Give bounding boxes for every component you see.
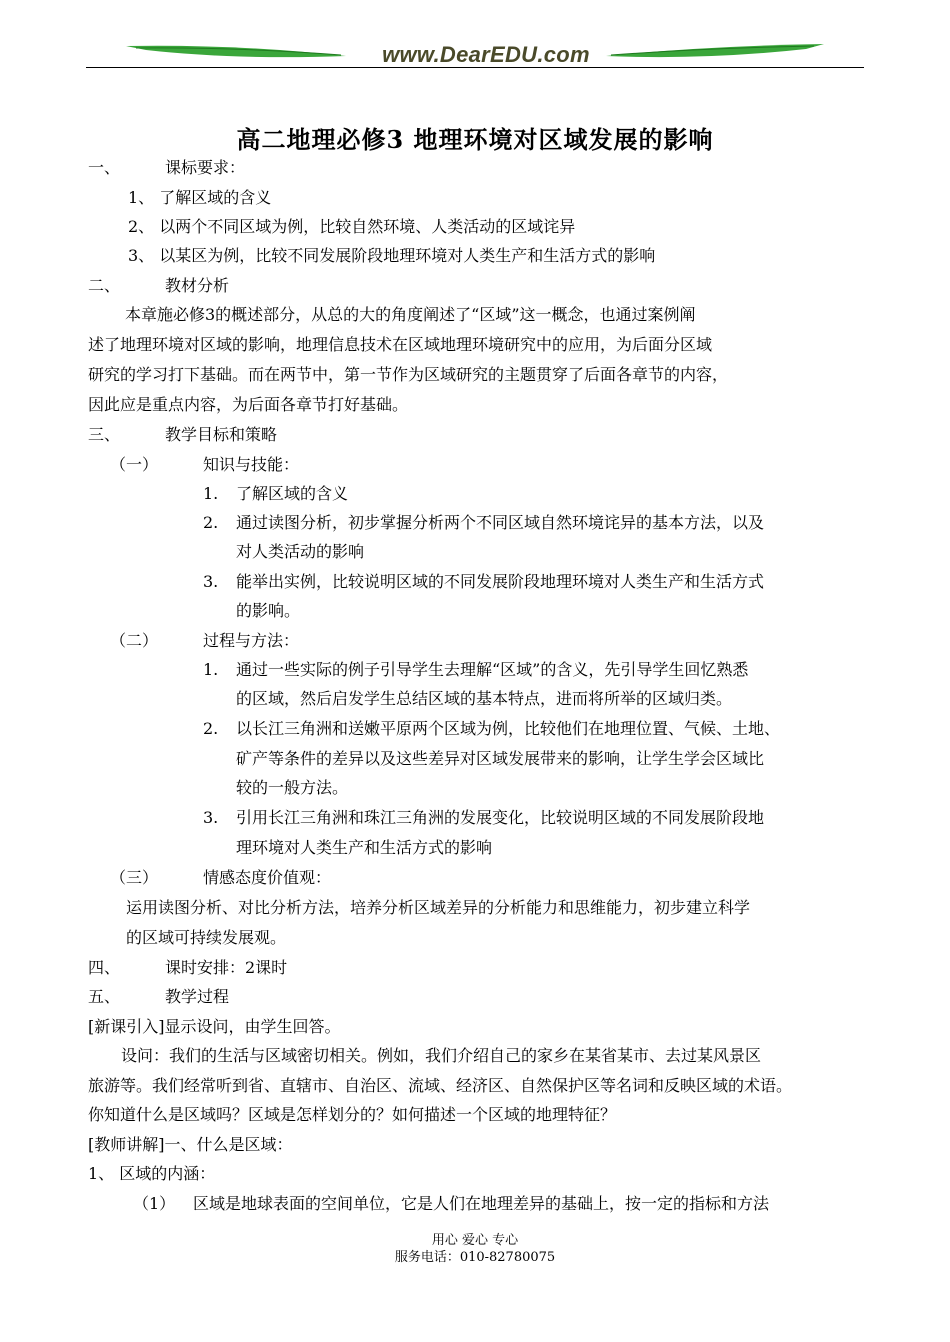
list-item: 3、 以某区为例，比较不同发展阶段地理环境对人类生产和生活方式的影响 [128,246,656,265]
list-item-continued: 矿产等条件的差异以及这些差异对区域发展带来的影响，让学生学会区域比 [236,749,765,768]
list-item-continued: 理环境对人类生产和生活方式的影响 [236,838,493,857]
site-logo-text: www.DearEDU.com [382,42,590,67]
paragraph-line: 述了地理环境对区域的影响，地理信息技术在区域地理环境研究中的应用，为后面分区域 [88,335,713,354]
list-item-continued: 的影响。 [236,601,301,620]
footer-slogan: 用心 爱心 专心 [431,1233,519,1248]
subsection-heading: 情感态度价值观： [203,868,332,887]
subsection-number: （三） [110,868,159,887]
paragraph-line: 研究的学习打下基础。而在两节中，第一节作为区域研究的主题贯穿了后面各章节的内容， [88,365,729,384]
section-number: 一、 [88,158,121,177]
site-header-banner [86,40,864,70]
section-heading: 课标要求： [165,158,246,177]
paragraph-line: 因此应是重点内容，为后面各章节打好基础。 [88,395,409,414]
paragraph-line: 旅游等。我们经常听到省、直辖市、自治区、流域、经济区、自然保护区等名词和反映区域的术语。 [88,1076,793,1095]
subsection-number: （二） [110,631,159,650]
section-heading: 教材分析 [165,276,230,295]
item-number: 1. [203,660,219,679]
list-item-continued: 的区域，然后启发学生总结区域的基本特点，进而将所举的区域归类。 [236,689,733,708]
list-item: 通过一些实际的例子引导学生去理解“区域”的含义，先引导学生回忆熟悉 [236,660,749,679]
paragraph-line: 区域是地球表面的空间单位，它是人们在地理差异的基础上，按一定的指标和方法 [193,1194,770,1213]
list-item: 通过读图分析，初步掌握分析两个不同区域自然环境诧异的基本方法，以及 [236,513,765,532]
item-number: （1） [133,1194,176,1213]
section-number: 五、 [88,987,121,1006]
list-item: 能举出实例，比较说明区域的不同发展阶段地理环境对人类生产和生活方式 [236,572,765,591]
item-number: 3. [203,572,219,591]
item-number: 2. [203,719,219,738]
paragraph-line: 设问：我们的生活与区域密切相关。例如，我们介绍自己的家乡在某省某市、去过某风景区 [121,1046,762,1065]
item-number: 2. [203,513,219,532]
section-heading: 教学过程 [165,987,230,1006]
list-item-continued: 对人类活动的影响 [236,542,365,561]
list-item-continued: 较的一般方法。 [236,778,349,797]
intro-line: [新课引入]显示设问，由学生回答。 [88,1017,341,1036]
item-number: 1. [203,484,219,503]
list-item: 了解区域的含义 [236,484,349,503]
subsection-heading: 知识与技能： [203,455,300,474]
section-number: 二、 [88,276,121,295]
page-title: 高二地理必修3 地理环境对区域发展的影响 [236,125,714,154]
header-divider [86,67,864,68]
list-item: 1、 了解区域的含义 [128,188,272,207]
section-heading: 教学目标和策略 [165,425,278,444]
subsection-number: （一） [110,455,159,474]
lecture-heading: [教师讲解]一、什么是区域： [88,1135,293,1154]
list-item: 引用长江三角洲和珠江三角洲的发展变化，比较说明区域的不同发展阶段地 [236,808,765,827]
paragraph-line: 本章施必修3的概述部分，从总的大的角度阐述了“区域”这一概念，也通过案例阐 [125,305,696,324]
list-item: 2、 以两个不同区域为例，比较自然环境、人类活动的区域诧异 [128,217,576,236]
subsection-heading: 过程与方法： [203,631,300,650]
paragraph-line: 你知道什么是区域吗？区域是怎样划分的？如何描述一个区域的地理特征？ [88,1105,617,1124]
item-number: 3. [203,808,219,827]
point-heading: 1、 区域的内涵： [88,1164,216,1183]
footer-phone: 服务电话：010-82780075 [394,1250,556,1265]
section-heading: 课时安排：2课时 [165,958,288,977]
list-item: 以长江三角洲和送嫩平原两个区域为例，比较他们在地理位置、气候、土地、 [236,719,781,738]
section-number: 三、 [88,425,121,444]
paragraph-line: 的区域可持续发展观。 [126,928,287,947]
paragraph-line: 运用读图分析、对比分析方法，培养分析区域差异的分析能力和思维能力，初步建立科学 [126,898,751,917]
section-number: 四、 [88,958,121,977]
